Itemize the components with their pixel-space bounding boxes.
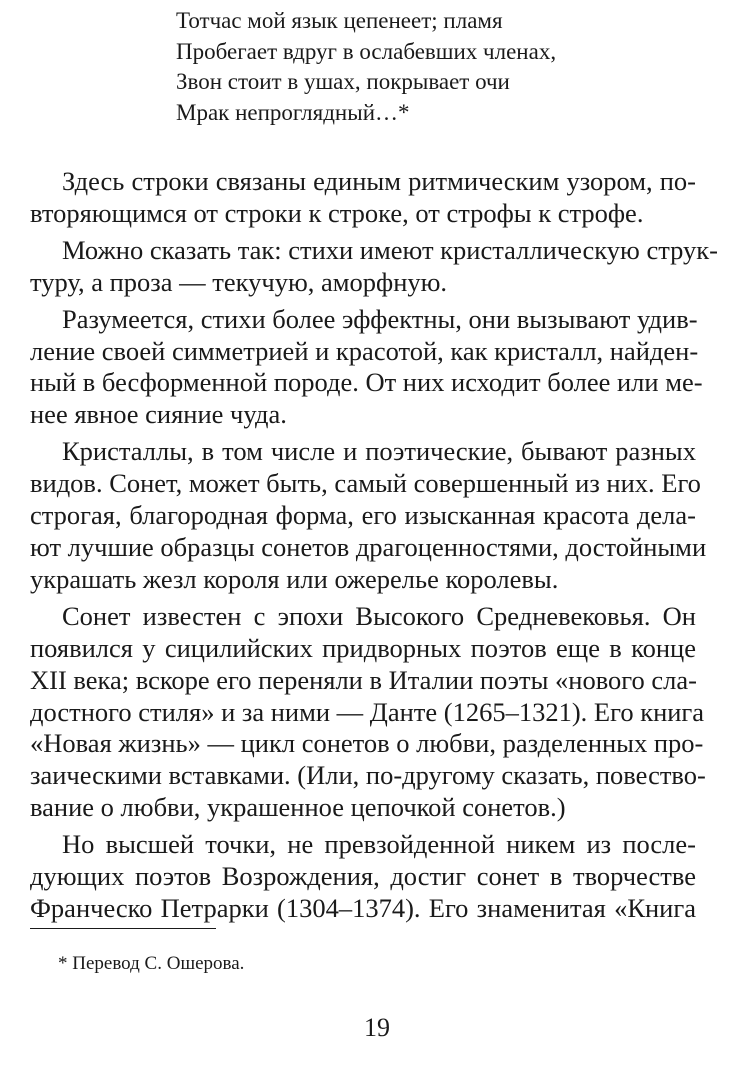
paragraph (30, 829, 696, 925)
text-line: Здесь строки связаны единым ритмическим узором, по- (62, 166, 696, 196)
text-line: Сонет известен с эпохи Высокого Средневековья. Он (62, 600, 696, 631)
text-line: Можно сказать так: стихи имеют кристаллическую струк- (62, 234, 718, 265)
paragraph (30, 600, 706, 824)
text-line: Но высшей точки, не превзойденной никем из после- (62, 829, 696, 860)
paragraph (30, 166, 696, 230)
text-line: XII века; вскоре его переняли в Италии поэты «нового сла- (30, 664, 697, 695)
text-line: украшать жезл короля или ожерелье королевы. (30, 563, 559, 594)
body-text (30, 166, 718, 930)
verse-line: Пробегает вдруг в ослабевших членах, (176, 38, 557, 64)
verse-line: Мрак непроглядный…* (176, 99, 410, 125)
text-line: вторяющимся от строки к строке, от строфы к строфе. (30, 197, 644, 228)
text-line: заическими вставками. (Или, по-другому сказать, повество- (30, 760, 706, 791)
text-line: ный в бесформенной породе. От них исходит более или ме- (30, 367, 703, 398)
paragraph (30, 436, 707, 596)
paragraph (30, 234, 718, 299)
text-line: нее явное сияние чуда. (30, 399, 287, 430)
text-line: ление своей симметрией и красотой, как кристалл, найден- (30, 335, 699, 366)
text-line: появился у сицилийских придворных поэтов еще в конце (30, 632, 696, 663)
verse-line: Звон стоит в ушах, покрывает очи (176, 69, 510, 94)
text-line: «Новая жизнь» — цикл сонетов о любви, разделенных про- (30, 728, 704, 759)
paragraph (30, 303, 703, 432)
text-line: ют лучшие образцы сонетов драгоценностями, достойными (30, 531, 707, 562)
footnote-divider (30, 928, 216, 929)
text-line: достного стиля» и за ними — Данте (1265–1321). Его книга (30, 696, 705, 727)
text-line: вание о любви, украшенное цепочкой сонетов.) (30, 792, 566, 823)
text-line: туру, а проза — текучую, аморфную. (30, 266, 448, 297)
page-number: 19 (364, 1013, 390, 1042)
text-line: видов. Сонет, может быть, самый совершенный из них. Его (30, 468, 701, 499)
text-line: Разумеется, стихи более эффектны, они вызывают удив- (62, 303, 698, 334)
text-line: Франческо Петрарки (1304–1374). Его знаменитая «Книга (30, 892, 696, 923)
verse-quote (176, 6, 696, 128)
text-line: Кристаллы, в том числе и поэтические, бывают разных (62, 436, 696, 467)
verse-line: Тотчас мой язык цепенеет; пламя (176, 8, 503, 33)
footnote: * Перевод С. Ошерова. (58, 953, 245, 974)
text-line: дующих поэтов Возрождения, достиг сонет в творчестве (30, 861, 696, 892)
text-line: строгая, благородная форма, его изысканная красота дела- (30, 500, 696, 531)
